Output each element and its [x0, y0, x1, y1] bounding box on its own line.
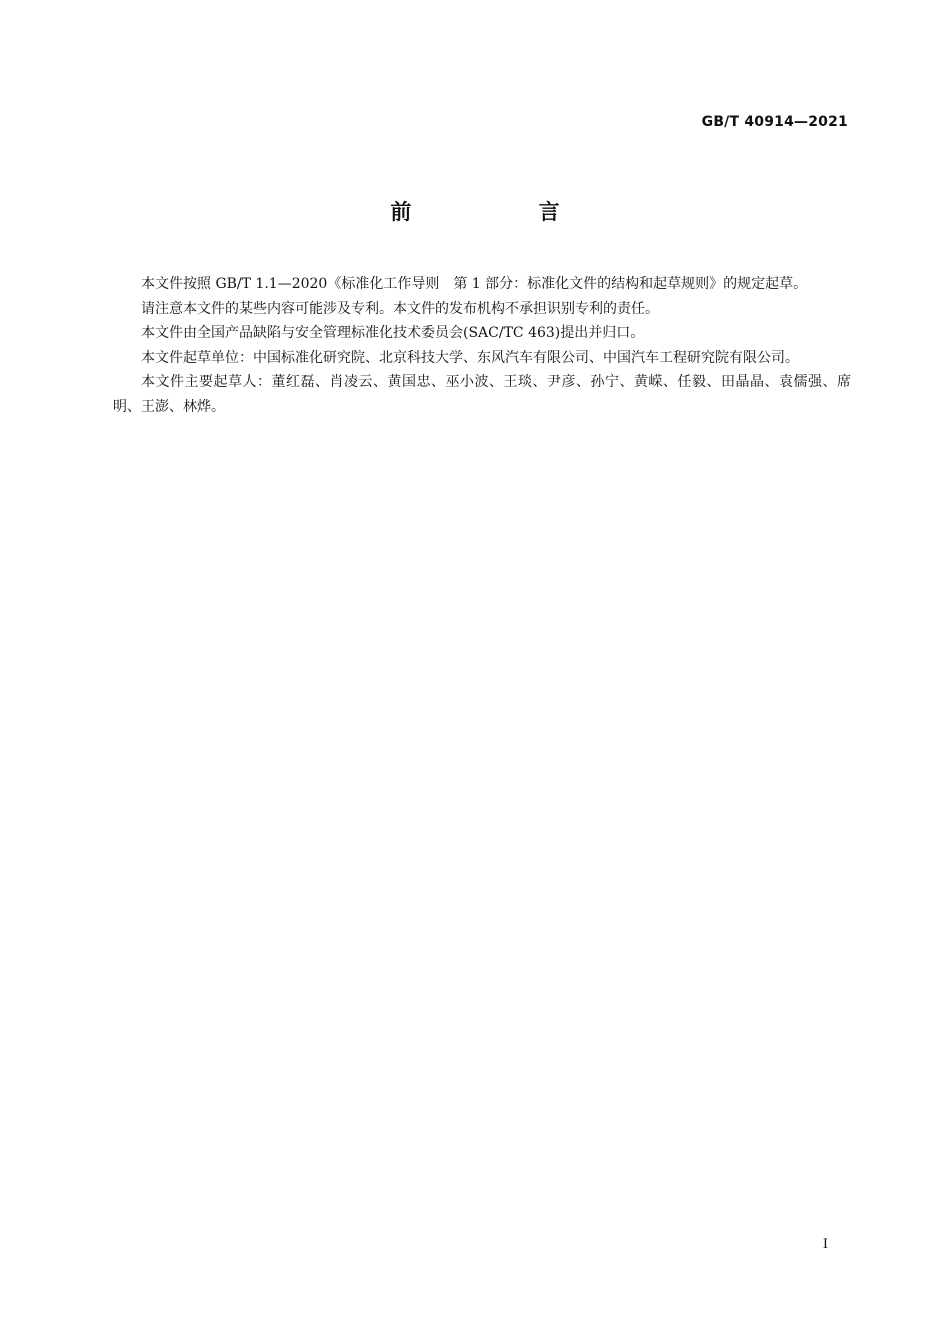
page-title: 前 言 — [390, 200, 620, 224]
paragraph-drafters: 本文件主要起草人：董红磊、肖凌云、黄国忠、巫小波、王琰、尹彦、孙宁、黄嵘、任毅、田晶晶、袁儒强、席明、王澎、林烨。 — [113, 374, 851, 415]
standard-number: GB/T 40914—2021 — [701, 114, 848, 130]
paragraph-drafting-units: 本文件起草单位：中国标准化研究院、北京科技大学、东风汽车有限公司、中国汽车工程研究院有限公司。 — [141, 349, 799, 366]
page-number: I — [822, 1237, 828, 1252]
paragraph-proposer: 本文件由全国产品缺陷与安全管理标准化技术委员会(SAC/TC 463)提出并归口。 — [141, 325, 645, 341]
paragraph-patent-notice: 请注意本文件的某些内容可能涉及专利。本文件的发布机构不承担识别专利的责任。 — [141, 300, 659, 317]
paragraph-drafting-rules: 本文件按照 GB/T 1.1—2020《标准化工作导则 第 1 部分：标准化文件的结构和起草规则》的规定起草。 — [141, 276, 808, 292]
foreword-body — [113, 272, 851, 419]
